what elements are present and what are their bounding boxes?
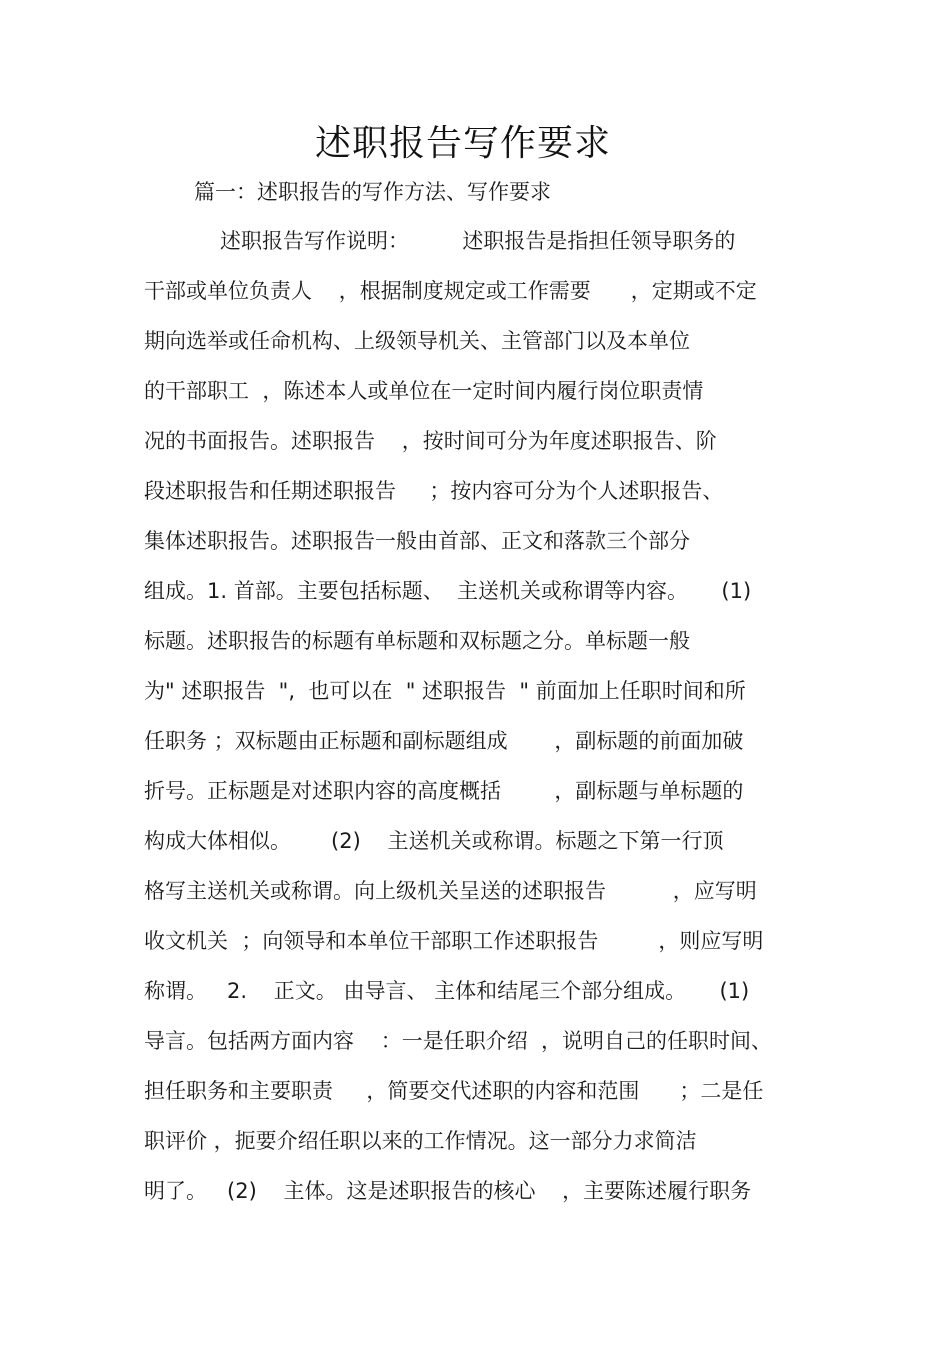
paragraph-line: 导言。包括两方面内容 ：一是任职介绍 ，说明自己的任职时间、 (144, 1029, 773, 1053)
paragraph-line: 格写主送机关或称谓。向上级机关呈送的述职报告 ，应写明 (144, 879, 757, 903)
paragraph-line: 任职务 ；双标题由正标题和副标题组成 ，副标题的前面加破 (144, 729, 744, 753)
document-title: 述职报告写作要求 (314, 123, 611, 164)
paragraph-line: 折号。正标题是对述职内容的高度概括 ，副标题与单标题的 (144, 779, 744, 803)
paragraph-line: 集体述职报告。述职报告一般由首部、正文和落款三个部分 (144, 529, 690, 553)
paragraph-line: 标题。述职报告的标题有单标题和双标题之分。单标题一般 (144, 629, 690, 653)
paragraph-line: 职评价 ，扼要介绍任职以来的工作情况。这一部分力求简洁 (144, 1129, 697, 1153)
paragraph-line: 组成。1. 首部。主要包括标题、 主送机关或称谓等内容。 (1) (144, 579, 752, 603)
paragraph-line: 况的书面报告。述职报告 ，按时间可分为年度述职报告、阶 (144, 429, 717, 453)
paragraph-line: 干部或单位负责人 ，根据制度规定或工作需要 ，定期或不定 (144, 279, 757, 303)
paragraph-line: 期向选举或任命机构、上级领导机关、主管部门以及本单位 (144, 329, 690, 353)
document-subtitle: 篇一：述职报告的写作方法、写作要求 (194, 180, 551, 204)
paragraph-line: 段述职报告和任期述职报告 ；按内容可分为个人述职报告、 (144, 479, 724, 503)
paragraph-line: 述职报告写作说明： 述职报告是指担任领导职务的 (220, 229, 736, 253)
paragraph-line: 的干部职工 ，陈述本人或单位在一定时间内履行岗位职责情 (144, 379, 704, 403)
paragraph-line: 称谓。 2. 正文。 由导言、 主体和结尾三个部分组成。 (1) (144, 979, 750, 1003)
paragraph-line: 明了。 (2) 主体。这是述职报告的核心 ，主要陈述履行职务 (144, 1179, 752, 1203)
paragraph-line: 为" 述职报告 ", 也可以在 " 述职报告 " 前面加上任职时间和所 (144, 679, 746, 703)
paragraph-line: 收文机关 ；向领导和本单位干部职工作述职报告 ，则应写明 (144, 929, 764, 953)
paragraph-line: 担任职务和主要职责 ，简要交代述职的内容和范围 ；二是任 (144, 1079, 764, 1103)
paragraph-line: 构成大体相似。 (2) 主送机关或称谓。标题之下第一行顶 (144, 829, 724, 853)
